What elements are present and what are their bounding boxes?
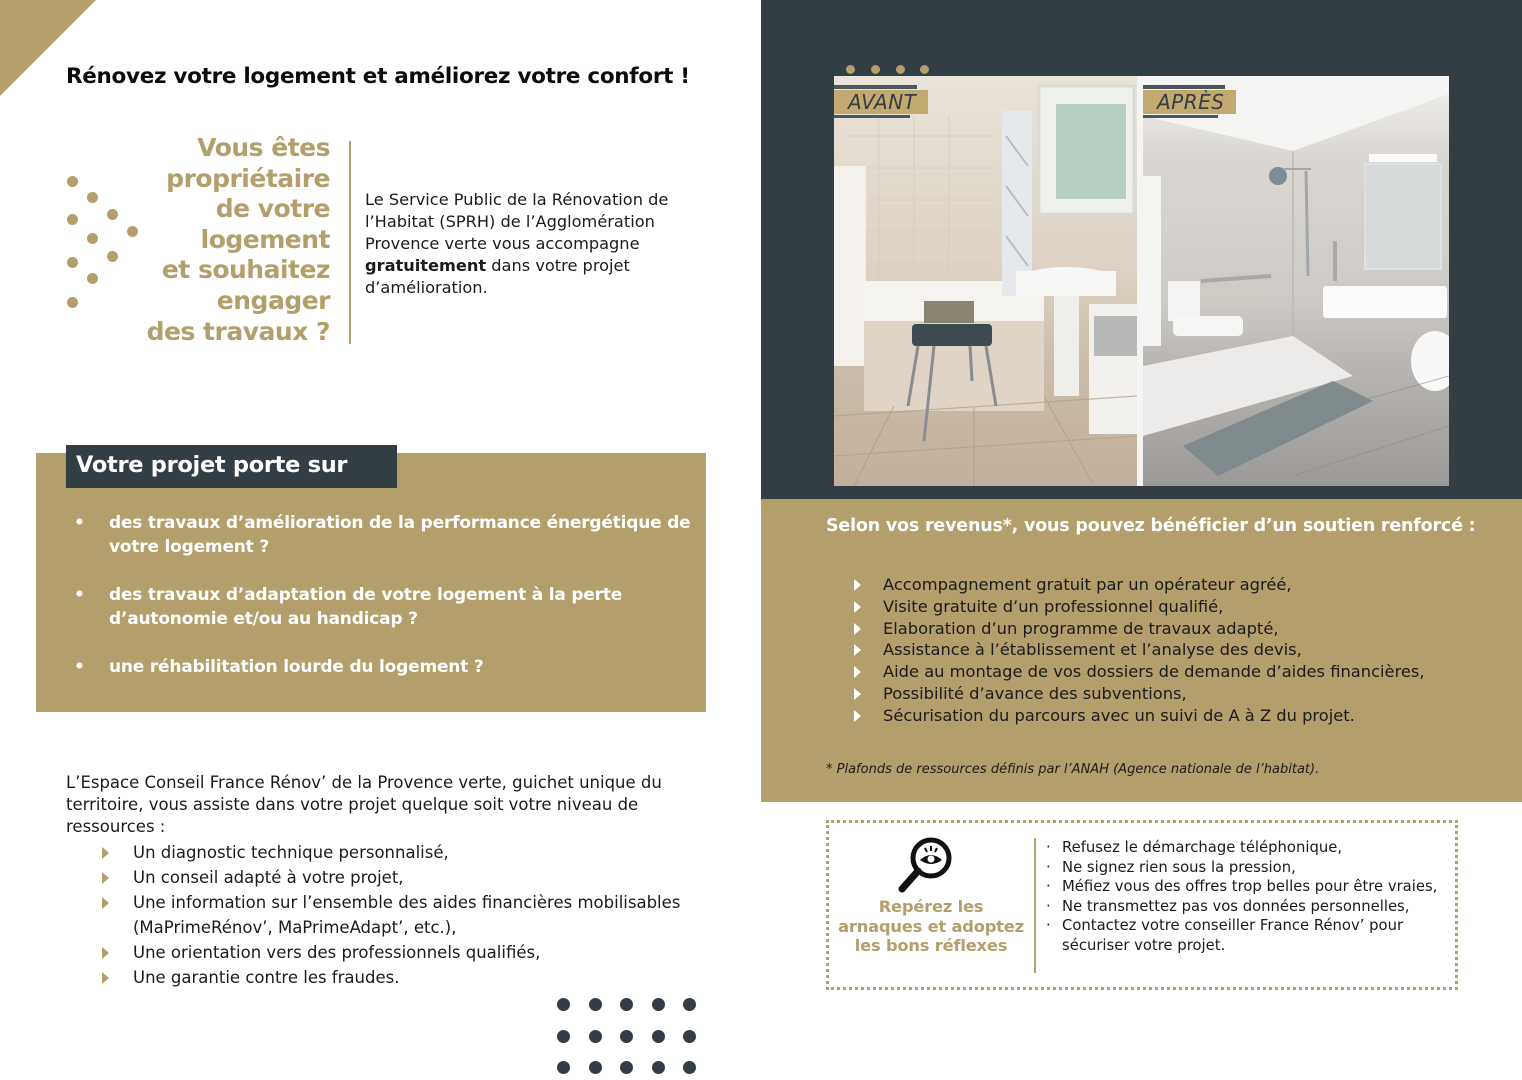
- question-line: Vous êtes: [197, 133, 330, 162]
- espace-list-item: [98, 840, 698, 865]
- espace-list-item: [98, 965, 698, 990]
- support-list-item: [850, 596, 1456, 618]
- decor-dot: [683, 1061, 696, 1074]
- espace-item-text: Un conseil adapté à votre projet,: [133, 868, 404, 887]
- espace-item-text: Un diagnostic technique personnalisé,: [133, 843, 449, 862]
- decor-dot: [683, 998, 696, 1011]
- bathroom-before-illustration: [834, 76, 1137, 486]
- scam-tip-item: [1046, 877, 1456, 897]
- project-list-item: [72, 511, 702, 559]
- project-list-item: [72, 655, 702, 679]
- decor-dot: [652, 998, 665, 1011]
- support-title: Selon vos revenus*, vous pouvez bénéficier d’un soutien renforcé :: [826, 516, 1476, 536]
- espace-conseil-intro: L’Espace Conseil France Rénov’ de la Provence verte, guichet unique du territoire, vous assiste dans votre projet quelque soit votre niveau de ressources :: [66, 773, 662, 836]
- bullet-icon: •: [74, 585, 85, 605]
- arrow-right-icon: [102, 847, 109, 859]
- scam-warning-title: Repérez les arnaques et adoptez les bons réflexes: [838, 897, 1024, 955]
- question-line: logement: [200, 224, 330, 254]
- divider-vertical: [1034, 838, 1036, 973]
- bullet-icon: ·: [1046, 839, 1051, 856]
- photo-after-bathroom: [1143, 76, 1449, 486]
- espace-list-item: [98, 940, 698, 965]
- support-list-item: [850, 683, 1456, 705]
- support-item-text: Assistance à l’établissement et l’analyse des devis,: [883, 640, 1302, 660]
- support-list-item: [850, 618, 1456, 640]
- arrow-right-icon: [102, 947, 109, 959]
- decor-dot: [589, 998, 602, 1011]
- decor-dot: [87, 233, 98, 244]
- bullet-icon: •: [74, 657, 85, 677]
- espace-list-item: [98, 865, 698, 890]
- scam-tip-text: Méfiez vous des offres trop belles pour être vraies,: [1062, 878, 1438, 896]
- arrow-right-icon: [854, 644, 861, 656]
- decor-dot: [557, 1061, 570, 1074]
- support-list-item: [850, 574, 1456, 596]
- arrow-right-icon: [854, 710, 861, 722]
- support-list-item: [850, 705, 1456, 727]
- scam-tips-list: [1046, 838, 1456, 956]
- question-line: et souhaitez: [161, 255, 330, 285]
- espace-item-text: Une garantie contre les fraudes.: [133, 968, 400, 987]
- income-footnote: * Plafonds de ressources définis par l’ANAH (Agence nationale de l’habitat).: [826, 762, 1320, 777]
- arrow-right-icon: [854, 623, 861, 635]
- decor-dot: [871, 65, 880, 74]
- decor-dot: [67, 297, 78, 308]
- before-label: AVANT: [834, 90, 928, 114]
- decor-dot: [896, 65, 905, 74]
- intro-text-part: Le Service Public de la Rénovation de l’Habitat (SPRH) de l’Agglomération Provence verte vous accompagne: [365, 190, 669, 253]
- arrow-right-icon: [102, 897, 109, 909]
- sprh-intro-text: [365, 189, 695, 299]
- bullet-icon: ·: [1046, 917, 1051, 935]
- dot-grid-dark: [557, 998, 702, 1080]
- decor-dot: [67, 176, 78, 187]
- decor-dot: [87, 273, 98, 284]
- project-item-text: des travaux d’amélioration de la performance énergétique de votre logement ?: [109, 513, 691, 557]
- decor-dot: [683, 1030, 696, 1043]
- photo-divider: [1137, 76, 1143, 486]
- espace-conseil-list: [98, 840, 698, 990]
- arrow-right-icon: [854, 579, 861, 591]
- magnifier-eye-icon: [894, 834, 958, 896]
- arrow-right-icon: [102, 872, 109, 884]
- question-line: engager: [216, 285, 330, 315]
- support-item-text: Aide au montage de vos dossiers de demande d’aides financières,: [883, 662, 1425, 682]
- arrow-right-icon: [854, 688, 861, 700]
- project-list-item: [72, 583, 702, 631]
- arrow-right-icon: [854, 666, 861, 678]
- bullet-icon: ·: [1046, 858, 1051, 876]
- decor-dot: [652, 1061, 665, 1074]
- decor-dot: [589, 1030, 602, 1043]
- scam-tip-item: [1046, 838, 1456, 858]
- decor-dot: [846, 65, 855, 74]
- scam-tip-item: [1046, 858, 1456, 878]
- decor-dot: [557, 1030, 570, 1043]
- decor-dot: [620, 1061, 633, 1074]
- bullet-icon: ·: [1046, 897, 1051, 915]
- support-list-item: [850, 639, 1456, 661]
- scam-tip-item: [1046, 916, 1456, 955]
- decor-dot: [620, 1030, 633, 1043]
- decor-dot: [557, 998, 570, 1011]
- support-list-item: [850, 661, 1456, 683]
- support-item-text: Elaboration d’un programme de travaux adapté,: [883, 618, 1279, 638]
- project-list: [72, 511, 702, 703]
- espace-item-text: Une information sur l’ensemble des aides financières mobilisables (MaPrimeRénov’, MaPrimeAdapt’, etc.),: [133, 893, 681, 937]
- support-item-text: Possibilité d’avance des subventions,: [883, 683, 1187, 703]
- support-item-text: Sécurisation du parcours avec un suivi de A à Z du projet.: [883, 705, 1355, 725]
- owner-question: [147, 133, 330, 347]
- question-line: des travaux ?: [146, 316, 330, 346]
- decor-dot: [67, 214, 78, 225]
- support-list: [850, 574, 1456, 727]
- decor-dot: [87, 192, 98, 203]
- project-item-text: une réhabilitation lourde du logement ?: [109, 657, 484, 677]
- decor-dot: [107, 251, 118, 262]
- bathroom-after-illustration: [1143, 76, 1449, 486]
- scam-tip-item: [1046, 897, 1456, 917]
- espace-item-text: Une orientation vers des professionnels qualifiés,: [133, 943, 541, 962]
- decor-dot: [652, 1030, 665, 1043]
- bullet-icon: •: [74, 513, 85, 533]
- divider-vertical: [349, 141, 351, 344]
- bullet-icon: ·: [1046, 878, 1051, 896]
- decor-dot: [127, 226, 138, 237]
- question-line: propriétaire: [166, 163, 330, 193]
- after-label: APRÈS: [1143, 90, 1236, 114]
- decor-dot: [920, 65, 929, 74]
- decor-dot: [67, 257, 78, 268]
- page-title: Rénovez votre logement et améliorez votre confort !: [66, 64, 690, 89]
- decor-dot: [107, 209, 118, 220]
- arrow-right-icon: [102, 972, 109, 984]
- scam-tip-text: Ne signez rien sous la pression,: [1062, 858, 1296, 876]
- photo-before-bathroom: [834, 76, 1137, 486]
- support-item-text: Accompagnement gratuit par un opérateur agréé,: [883, 575, 1292, 594]
- espace-list-item: [98, 890, 698, 940]
- scam-tip-text: Contactez votre conseiller France Rénov’ pour sécuriser votre projet.: [1062, 917, 1404, 954]
- decor-dot: [589, 1061, 602, 1074]
- decor-dot: [620, 998, 633, 1011]
- arrow-right-icon: [854, 601, 861, 613]
- scam-tip-text: Ne transmettez pas vos données personnelles,: [1062, 897, 1410, 915]
- intro-text-bold: gratuitement: [365, 256, 487, 275]
- intro-text-part: dans votre projet d’amélioration.: [365, 256, 630, 297]
- project-box-title: Votre projet porte sur: [66, 445, 397, 488]
- question-line: de votre: [215, 194, 330, 224]
- scam-tip-text: Refusez le démarchage téléphonique,: [1062, 839, 1343, 856]
- project-item-text: des travaux d’adaptation de votre logement à la perte d’autonomie et/ou au handicap ?: [109, 585, 623, 629]
- support-item-text: Visite gratuite d’un professionnel qualifié,: [883, 596, 1224, 616]
